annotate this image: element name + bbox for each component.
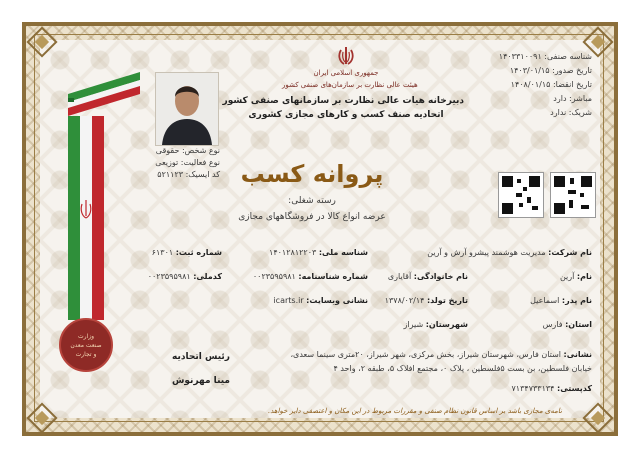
- first-name-label: نام:: [576, 272, 592, 281]
- province-row: [470, 320, 592, 330]
- qr-code-right: [550, 172, 596, 218]
- ministry-seal: [59, 318, 113, 372]
- supervisor: مباشر: دارد: [553, 94, 592, 103]
- company-value: مدیریت هوشمند پیشرو آرش و آرین: [427, 248, 546, 257]
- city-row: [372, 320, 468, 330]
- province-value: فارس: [542, 320, 563, 329]
- seal-text-1: وزارت: [77, 333, 94, 340]
- corner-ornament: [27, 403, 57, 433]
- reg-no-row: [120, 248, 222, 258]
- iran-flag: [64, 72, 144, 320]
- applicant-photo: [155, 72, 219, 146]
- issue-date: تاریخ صدور: ۱۴۰۳/۰۱/۱۵: [509, 66, 592, 75]
- signature-title: رئیس اتحادیه: [172, 352, 230, 362]
- license-title: پروانه کسب: [240, 160, 384, 188]
- seal-text-3: و تجارت: [75, 351, 97, 358]
- republic-text: جمهوری اسلامی ایران: [313, 69, 379, 77]
- first-name-value: آرین: [559, 272, 575, 281]
- corner-ornament: [27, 27, 57, 57]
- national-id-label: شناسه ملی:: [318, 248, 368, 257]
- birth-value: ۱۳۷۸/۰۲/۱۴: [384, 296, 425, 305]
- seal-text-2: صنعت معدن: [70, 342, 102, 349]
- field-value: عرضه انواع کالا در فروشگاههای مجازی: [238, 212, 386, 222]
- national-code-value: ۰۰۲۳۵۹۵۹۸۱: [147, 272, 191, 281]
- website-row: [232, 296, 368, 306]
- iran-emblem-icon: [337, 46, 355, 66]
- reg-no-value: ۶۱۳۰۱: [151, 248, 174, 257]
- birth-row: [372, 296, 468, 306]
- website-label: نشانی وبسایت:: [306, 296, 368, 305]
- secretariat-text: دبیرخانه هیات عالی نظارت بر سازمانهای صنفی کشور: [222, 96, 464, 106]
- father-label: نام پدر:: [561, 296, 592, 305]
- isic-code: کد ایسیک: ۵۲۱۱۲۳: [157, 170, 220, 179]
- city-value: شیراز: [403, 320, 424, 329]
- expiry-date: تاریخ انقضا: ۱۴۰۸/۰۱/۱۵: [510, 80, 592, 89]
- company-row: [390, 248, 592, 258]
- national-id-row: [238, 248, 368, 258]
- national-code-label: کدملی:: [193, 272, 222, 281]
- company-label: نام شرکت:: [548, 248, 592, 257]
- partner: شریک: ندارد: [550, 108, 592, 117]
- reg-no-label: شماره ثبت:: [175, 248, 222, 257]
- council-text: هیئت عالی نظارت بر سازمان‌های صنفی کشور: [282, 81, 418, 89]
- national-id-value: ۱۴۰۱۲۸۱۲۲۰۳: [269, 248, 317, 257]
- address-label: نشانی:: [563, 350, 592, 359]
- footer-note: نامه‌ی مجازی باشد بر اساس قانون نظام صنفی و مقررات مربوط در این مکان و اعتصفی دایر خواهد.: [268, 407, 562, 415]
- address-line-1: [278, 350, 592, 360]
- id-no-value: ۰۰۲۳۵۹۵۹۸۱: [252, 272, 296, 281]
- activity-type: نوع فعالیت: توزیعی: [155, 158, 220, 167]
- father-value: اسماعیل: [530, 296, 560, 305]
- address-line1-value: استان فارس، شهرستان شیراز، بخش مرکزی، شهر شیراز، ۲۰متری سینما سعدی،: [290, 350, 561, 359]
- field-label: رسته شغلی:: [288, 196, 336, 206]
- signature-name: مینا مهرنوش: [172, 376, 230, 386]
- guild-id: شناسه صنفی: ۱۴۰۳۳۱۰۰۹۱: [498, 52, 592, 61]
- national-code-row: [120, 272, 222, 282]
- father-row: [470, 296, 592, 306]
- website-value[interactable]: icarts.ir: [273, 296, 304, 305]
- birth-label: تاریخ تولد:: [426, 296, 468, 305]
- city-label: شهرستان:: [425, 320, 468, 329]
- last-name-value: آقایاری: [387, 272, 412, 281]
- province-label: استان:: [565, 320, 592, 329]
- last-name-label: نام خانوادگی:: [413, 272, 468, 281]
- id-no-label: شماره شناسنامه:: [298, 272, 368, 281]
- first-name-row: [470, 272, 592, 282]
- last-name-row: [372, 272, 468, 282]
- postal-label: کدپستی:: [557, 384, 592, 393]
- union-text: اتحادیه صنف کسب و کارهای مجازی کشوری: [248, 110, 444, 120]
- person-type: نوع شخص: حقوقی: [155, 146, 220, 155]
- id-no-row: [232, 272, 368, 282]
- postal-value: ۷۱۳۴۷۳۳۱۳۴: [511, 384, 555, 393]
- qr-code-left: [498, 172, 544, 218]
- address-line-2: خیابان فلسطین، بن بست ۵فلسطین ، پلاک ۰، مجتمع افلاک ۵، طبقه ۲، واحد ۴: [333, 364, 592, 373]
- postal-row: [440, 384, 592, 394]
